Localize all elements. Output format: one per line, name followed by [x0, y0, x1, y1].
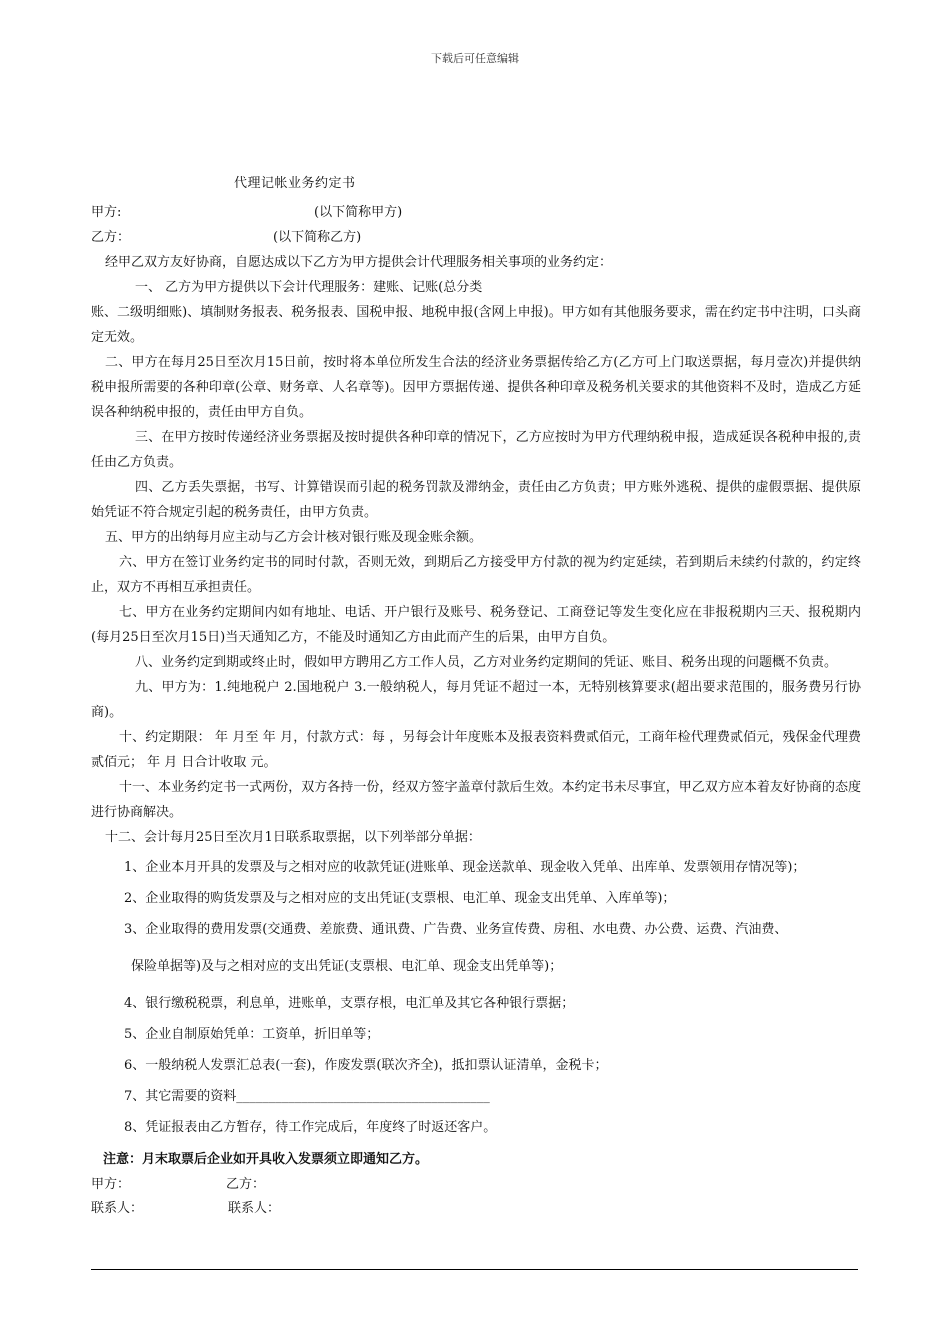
contact-a: 联系人： — [91, 1201, 144, 1216]
intro-paragraph: 经甲乙双方友好协商，自愿达成以下乙方为甲方提供会计代理服务相关事项的业务约定： — [105, 255, 613, 270]
clause-1-line-1: 一、 乙方为甲方提供以下会计代理服务：建账、记账(总分类 — [135, 280, 483, 295]
list-item: 5、企业自制原始凭单：工资单，折旧单等； — [124, 1027, 380, 1042]
list-item: 3、企业取得的费用发票(交通费、差旅费、通讯费、广告费、业务宣传费、房租、水电费、办公费、运费、汽油费、 — [124, 922, 788, 937]
clause-12: 十二、会计每月25日至次月1日联系取票据，以下列举部分单据： — [105, 830, 481, 845]
document-body — [91, 200, 861, 1220]
signature-party-line — [91, 1172, 861, 1196]
list-item: 4、银行缴税税票，利息单，进账单，支票存根，电汇单及其它各种银行票据； — [124, 996, 575, 1011]
clause-2: 二、甲方在每月25日至次月15日前，按时将本单位所发生合法的经济业务票据传给乙方(乙方可上门取送票据，每月壹次)并提供纳税申报所需要的各种印章(公章、财务章、人名章等)。因甲方票据传递、提供各种印章及税务机关要求的其他资料不及时，造成乙方延误各种纳税申报的，责任由甲方自负。 — [91, 355, 861, 420]
list-item: 保险单据等)及与之相对应的支出凭证(支票根、电汇单、现金支出凭单等)； — [131, 959, 563, 974]
list-item: 2、企业取得的购货发票及与之相对应的支出凭证(支票根、电汇单、现金支出凭单、入库单等)； — [124, 891, 676, 906]
clause-10: 十、约定期限： 年 月至 年 月，付款方式：每 ，另每会计年度账本及报表资料费贰佰元，工商年检代理费贰佰元，残保金代理费贰佰元； 年 月 日合计收取 元。 — [91, 730, 861, 770]
page-header-note: 下载后可任意编辑 — [431, 52, 519, 65]
party-b-alias: (以下简称乙方) — [273, 230, 362, 245]
notice-text: 注意：月末取票后企业如开具收入发票须立即通知乙方。 — [103, 1152, 429, 1167]
documents-list — [91, 852, 861, 1143]
document-title: 代理记帐业务约定书 — [234, 176, 356, 191]
clause-1-rest: 账、二级明细账)、填制财务报表、税务报表、国税申报、地税申报(含网上申报)。甲方如有其他服务要求，需在约定书中注明，口头商定无效。 — [91, 305, 861, 345]
party-b-line — [91, 225, 861, 250]
clause-7: 七、甲方在业务约定期间内如有地址、电话、开户银行及账号、税务登记、工商登记等发生变化应在非报税期内三天、报税期内(每月25日至次月15日)当天通知乙方，不能及时通知乙方由此而产生的后果，由甲方自负。 — [91, 605, 861, 645]
clause-4: 四、乙方丢失票据，书写、计算错误而引起的税务罚款及滞纳金，责任由乙方负责；甲方账外逃税、提供的虚假票据、提供原始凭证不符合规定引起的税务责任，由甲方负责。 — [91, 480, 861, 520]
party-a-alias: (以下简称甲方) — [314, 205, 403, 220]
signature-party-b: 乙方： — [226, 1177, 266, 1192]
clause-8: 八、业务约定到期或终止时，假如甲方聘用乙方工作人员，乙方对业务约定期间的凭证、账目、税务出现的问题概不负责。 — [135, 655, 838, 670]
signature-party-a: 甲方： — [91, 1177, 131, 1192]
clause-6: 六、甲方在签订业务约定书的同时付款，否则无效，到期后乙方接受甲方付款的视为约定延续，若到期后未续约付款的，约定终止，双方不再相互承担责任。 — [91, 555, 861, 595]
list-item: 7、其它需要的资料_______________________________________ — [124, 1089, 490, 1104]
clause-9: 九、甲方为：1.纯地税户 2.国地税户 3.一般纳税人，每月凭证不超过一本，无特别核算要求(超出要求范围的，服务费另行协商)。 — [91, 680, 861, 720]
party-a-line — [91, 200, 861, 225]
list-item: 8、凭证报表由乙方暂存，待工作完成后，年度终了时返还客户。 — [124, 1120, 497, 1135]
list-item: 6、一般纳税人发票汇总表(一套)，作废发票(联次齐全)，抵扣票认证清单，金税卡； — [124, 1058, 608, 1073]
clause-3: 三、在甲方按时传递经济业务票据及按时提供各种印章的情况下，乙方应按时为甲方代理纳税申报，造成延误各税种申报的,责任由乙方负责。 — [91, 430, 861, 470]
clause-5: 五、甲方的出纳每月应主动与乙方会计核对银行账及现金账余额。 — [105, 530, 483, 545]
list-item: 1、企业本月开具的发票及与之相对应的收款凭证(进账单、现金送款单、现金收入凭单、出库单、发票领用存情况等)； — [124, 860, 806, 875]
footer-divider — [91, 1269, 858, 1270]
party-a-label: 甲方: — [91, 205, 122, 220]
signature-contact-line — [91, 1196, 861, 1220]
contact-b: 联系人： — [228, 1201, 281, 1216]
clause-11: 十一、本业务约定书一式两份，双方各持一份，经双方签字盖章付款后生效。本约定书未尽事宜，甲乙双方应本着友好协商的态度进行协商解决。 — [91, 780, 861, 820]
party-b-label: 乙方： — [91, 230, 131, 245]
